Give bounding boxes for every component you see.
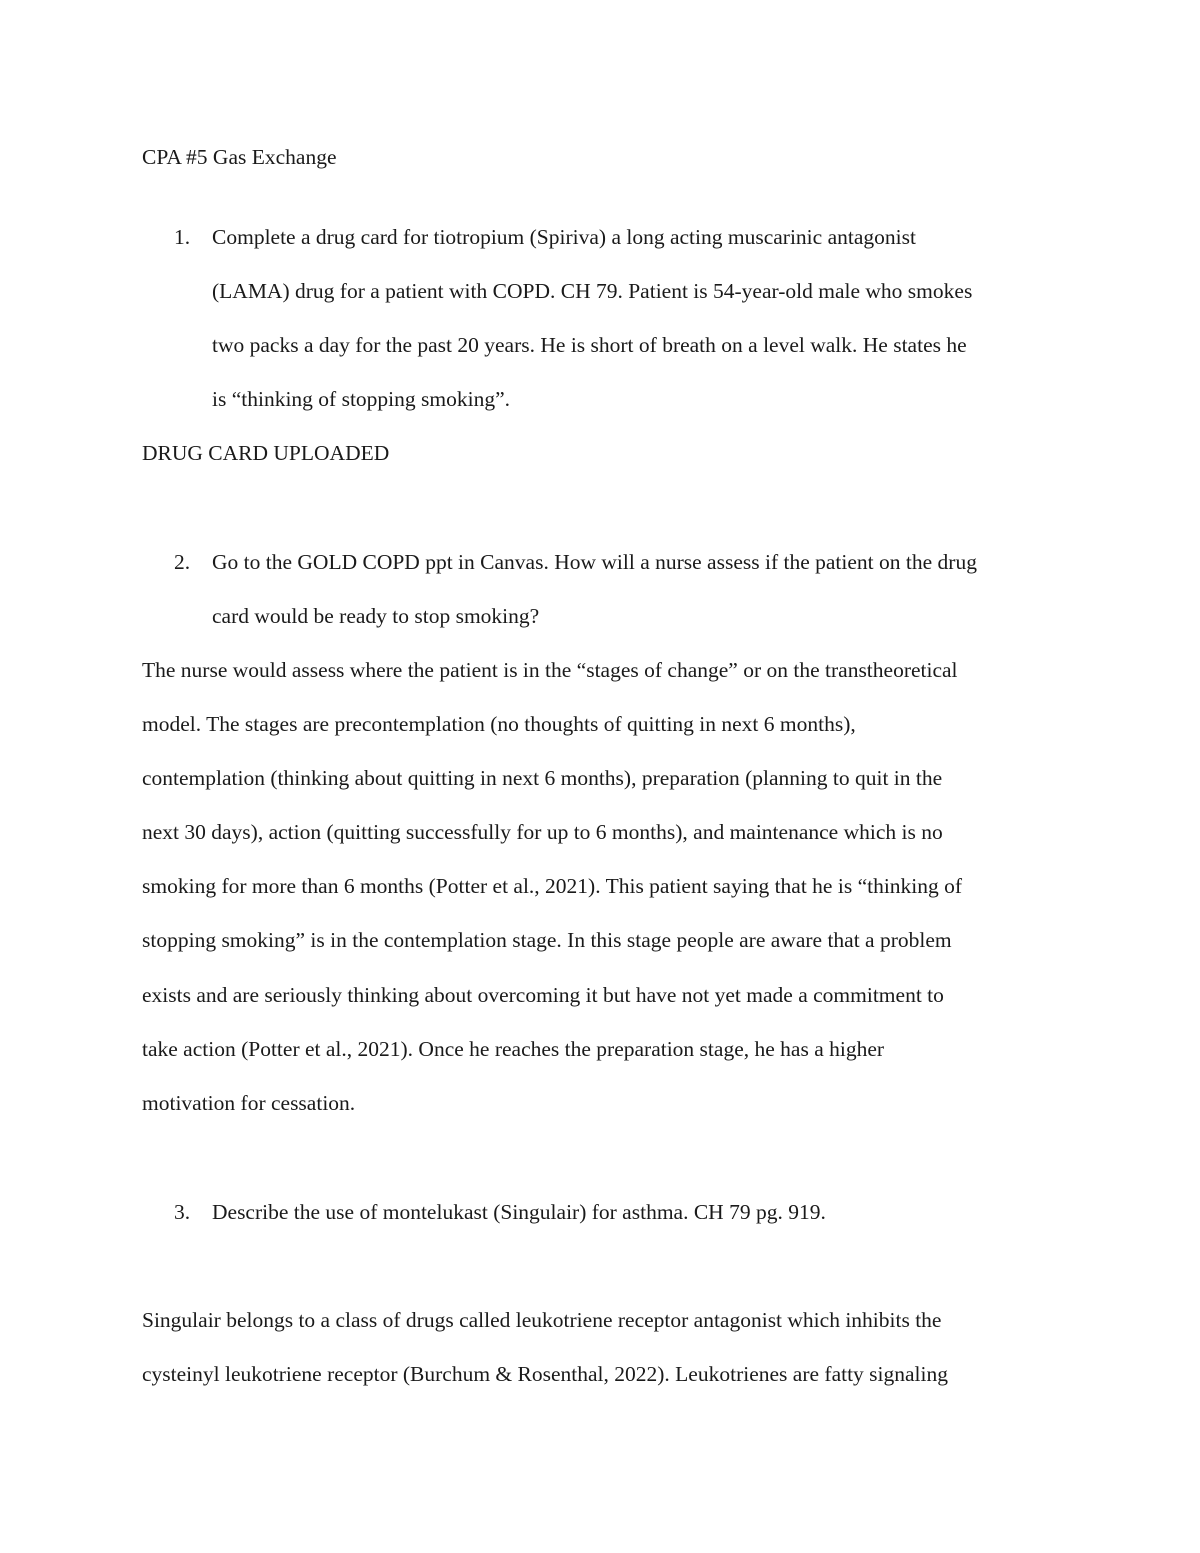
answer-3-line-2: cysteinyl leukotriene receptor (Burchum & Rosenthal, 2022). Leukotrienes are fatty signaling	[142, 1362, 949, 1386]
answer-2-line-9: motivation for cessation.	[142, 1091, 356, 1115]
document-title: CPA #5 Gas Exchange	[142, 145, 337, 169]
answer-2-line-3: contemplation (thinking about quitting in next 6 months), preparation (planning to quit in the	[142, 766, 943, 790]
question-2-number: 2.	[174, 550, 191, 574]
answer-2-line-5: smoking for more than 6 months (Potter et al., 2021). This patient saying that he is “thinking of	[142, 874, 963, 898]
answer-2-line-6: stopping smoking” is in the contemplation stage. In this stage people are aware that a problem	[142, 928, 952, 952]
question-2-line-2: card would be ready to stop smoking?	[212, 604, 540, 628]
answer-2-line-2: model. The stages are precontemplation (no thoughts of quitting in next 6 months),	[142, 712, 856, 736]
question-1-line-2: (LAMA) drug for a patient with COPD. CH 79. Patient is 54-year-old male who smokes	[212, 279, 973, 303]
question-1-line-1: Complete a drug card for tiotropium (Spiriva) a long acting muscarinic antagonist	[212, 225, 916, 249]
answer-1-line-1: DRUG CARD UPLOADED	[142, 441, 390, 465]
answer-2-line-4: next 30 days), action (quitting successfully for up to 6 months), and maintenance which is no	[142, 820, 943, 844]
answer-2-line-8: take action (Potter et al., 2021). Once he reaches the preparation stage, he has a higher	[142, 1037, 885, 1061]
answer-3-line-1: Singulair belongs to a class of drugs called leukotriene receptor antagonist which inhibits the	[142, 1308, 942, 1332]
question-3-line-1: Describe the use of montelukast (Singulair) for asthma. CH 79 pg. 919.	[212, 1200, 826, 1224]
question-1-line-4: is “thinking of stopping smoking”.	[212, 387, 511, 411]
question-1-number: 1.	[174, 225, 191, 249]
answer-2-line-7: exists and are seriously thinking about overcoming it but have not yet made a commitment to	[142, 983, 944, 1007]
question-3-number: 3.	[174, 1200, 191, 1224]
question-2-line-1: Go to the GOLD COPD ppt in Canvas. How will a nurse assess if the patient on the drug	[212, 550, 977, 574]
answer-2-line-1: The nurse would assess where the patient is in the “stages of change” or on the transtheoretical	[142, 658, 958, 682]
question-1-line-3: two packs a day for the past 20 years. He is short of breath on a level walk. He states he	[212, 333, 967, 357]
